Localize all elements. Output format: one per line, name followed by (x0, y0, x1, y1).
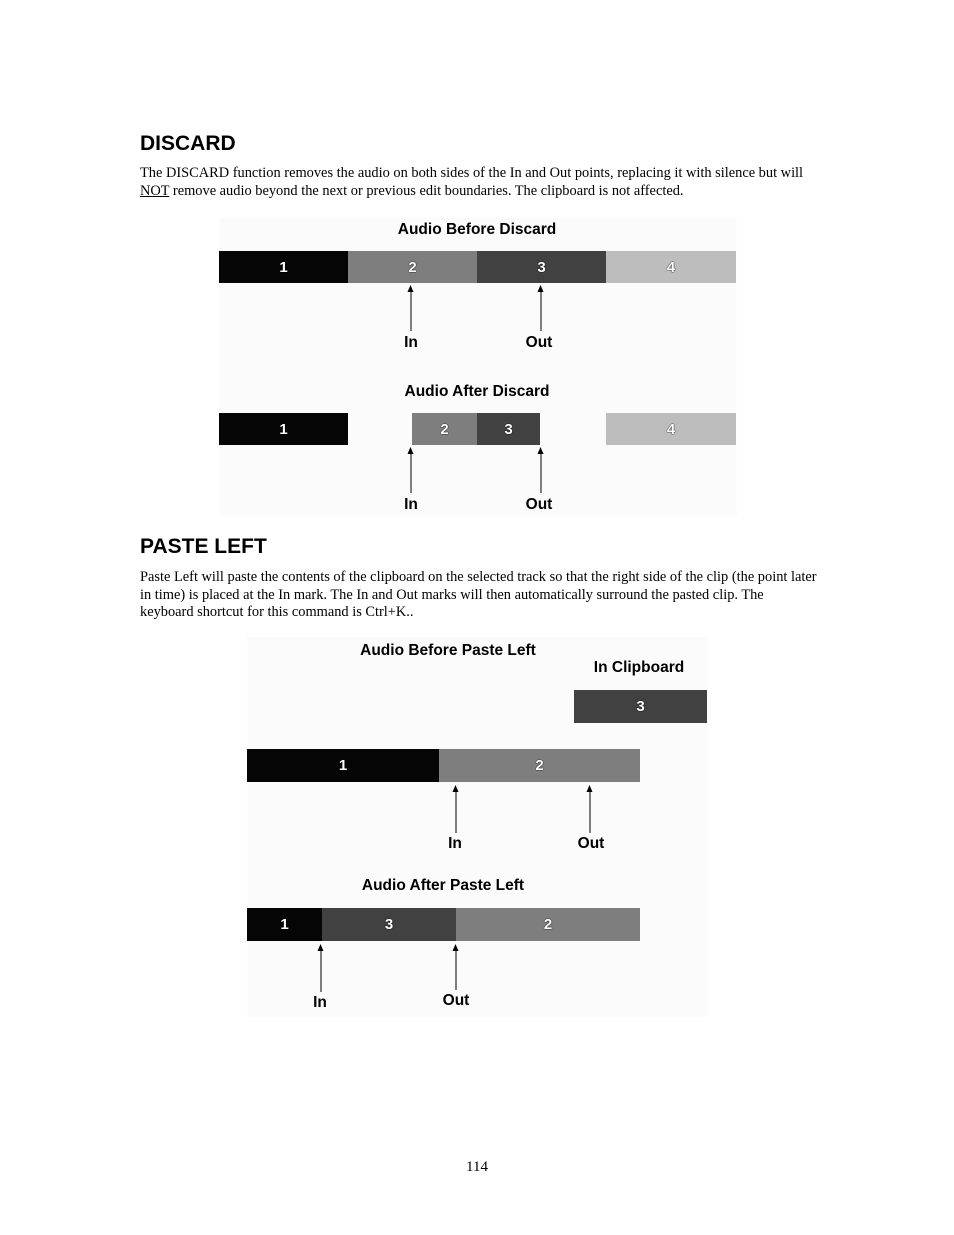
segment-4: 4 (606, 251, 736, 283)
paste-left-description: Paste Left will paste the contents of the clipboard on the selected track so that the right side of the clip (the point later in time) is placed at the In mark. The In and Out marks will then automatically surround the pasted clip. The keyboard shortcut for this command is Ctrl+K.. (140, 569, 817, 621)
figure-title-after-discard: Audio After Discard (404, 383, 550, 400)
section-heading-discard: DISCARD (140, 132, 236, 155)
in-marker-arrow (407, 447, 416, 493)
figure-title-before-paste-left: Audio Before Paste Left (360, 642, 536, 659)
in-marker-label: In (404, 496, 418, 513)
out-marker-arrow (537, 285, 546, 331)
segment-4: 4 (606, 413, 736, 445)
clipboard-segment-3: 3 (574, 690, 707, 723)
segment-2: 2 (348, 251, 477, 283)
segment-3: 3 (477, 251, 606, 283)
segment-1: 1 (247, 908, 322, 941)
in-marker-label: In (448, 835, 462, 852)
in-marker-label: In (313, 994, 327, 1011)
in-marker-arrow (317, 944, 326, 992)
discard-description-emphasis: NOT (140, 182, 170, 199)
discard-description (140, 165, 820, 200)
page-number: 114 (466, 1159, 488, 1175)
figure-title-before-discard: Audio Before Discard (397, 221, 557, 238)
segment-1: 1 (219, 413, 348, 445)
segment-2: 2 (456, 908, 640, 941)
section-heading-paste-left: PASTE LEFT (140, 535, 267, 558)
paste-left-figure (247, 637, 707, 1017)
out-marker-arrow (537, 447, 546, 493)
discard-description-part1: The DISCARD function removes the audio on both sides of the In and Out points, replacing it with silence but will (140, 165, 804, 181)
out-marker-label: Out (525, 496, 553, 513)
in-marker-label: In (404, 334, 418, 351)
out-marker-label: Out (442, 992, 470, 1009)
in-marker-arrow (452, 785, 461, 833)
out-marker-arrow (586, 785, 595, 833)
segment-1: 1 (219, 251, 348, 283)
figure-title-in-clipboard: In Clipboard (593, 659, 685, 676)
figure-title-after-paste-left: Audio After Paste Left (361, 877, 525, 894)
segment-2: 2 (439, 749, 640, 782)
out-marker-label: Out (577, 835, 605, 852)
out-marker-label: Out (525, 334, 553, 351)
in-marker-arrow (407, 285, 416, 331)
discard-description-part2: remove audio beyond the next or previous edit boundaries. The clipboard is not affected. (169, 182, 684, 199)
segment-1: 1 (247, 749, 439, 782)
segment-3: 3 (477, 413, 540, 445)
discard-figure (219, 218, 737, 516)
segment-3: 3 (322, 908, 456, 941)
out-marker-arrow (452, 944, 461, 990)
segment-2: 2 (412, 413, 477, 445)
